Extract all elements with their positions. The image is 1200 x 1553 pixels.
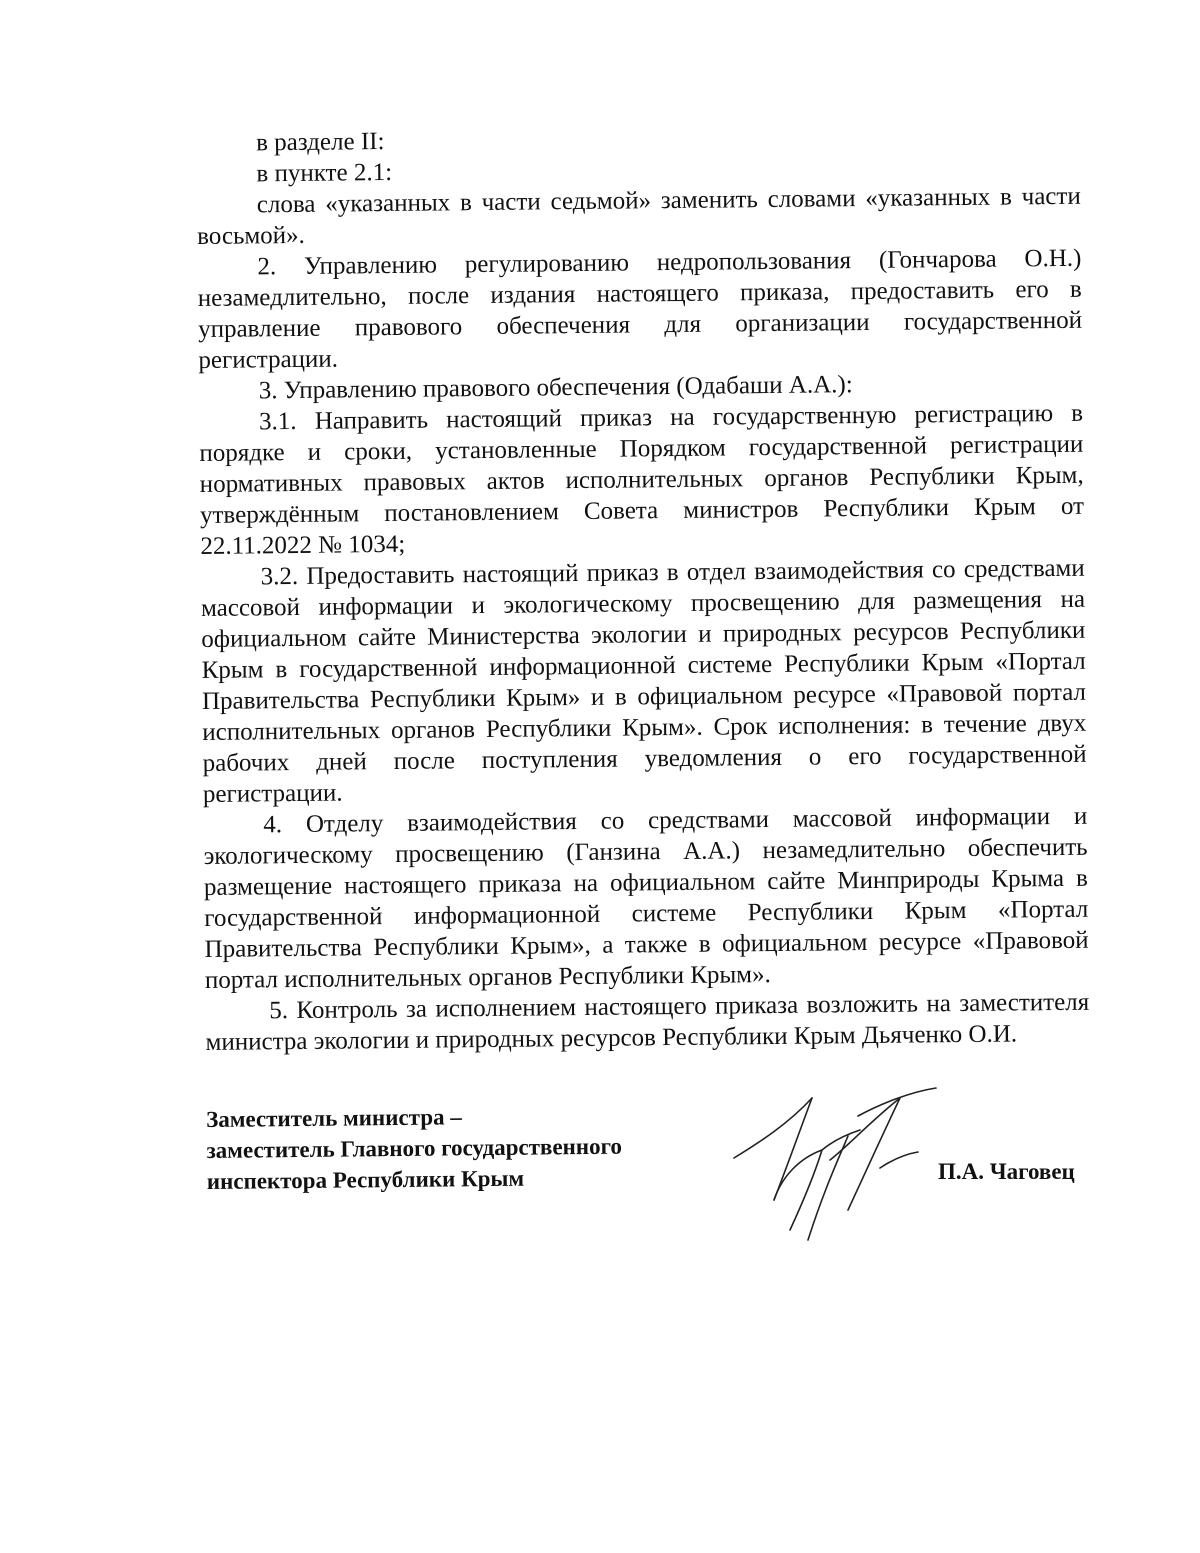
paragraph-item-5: 5. Контроль за исполнением настоящего приказа возложить на заместителя министра экологии и природных ресурсов Республики Крым Дьяченко О.И. [205, 988, 1090, 1056]
handwritten-signature [730, 1080, 950, 1250]
signatory-position [206, 1099, 727, 1197]
signatory-position-line: инспектора Республики Крым [206, 1165, 525, 1194]
paragraph-point-ref: в пункте 2.1: [256, 158, 393, 188]
signatory-position-line: Заместитель министра – [206, 1104, 462, 1132]
paragraph-section-ref: в разделе II: [256, 128, 385, 157]
paragraph-item-3: 3. Управлению правового обеспечения (Одабаши А.А.): [258, 371, 853, 405]
paragraph-item-4: 4. Отделу взаимодействия со средствами массовой информации и экологическому просвещению (Ганзина А.А.) незамедлительно обеспечить размещение настоящего приказа на официальном сайте Минприроды Крыма в государственной информационной системе Республики Крым «Портал Правительства Республики Крым», а также в официальном ресурсе «Правовой портал исполнительных органов Республики Крым». [203, 802, 1089, 994]
paragraph-item-3-2: 3.2. Предоставить настоящий приказ в отдел взаимодействия со средствами массовой информации и экологическому просвещению для размещения на официальном сайте Министерства экологии и природных ресурсов Республики Крым в государственной информационной системе Республики Крым «Портал Правительства Республики Крым» и в официальном ресурсе «Правовой портал исполнительных органов Республики Крым». Срок исполнения: в течение двух рабочих дней после поступления уведомления о его государственной регистрации. [200, 554, 1087, 808]
document-body [196, 119, 1090, 1058]
paragraph-replacement: слова «указанных в части седьмой» заменить словами «указанных в части восьмой». [196, 182, 1081, 250]
paragraph-item-2: 2. Управлению регулированию недропользования (Гончарова О.Н.) незамедлительно, после издания настоящего приказа, предоставить его в управление правового обеспечения для организации государственной регистрации. [197, 244, 1083, 374]
paragraph-item-3-1: 3.1. Направить настоящий приказ на государственную регистрацию в порядке и сроки, установленные Порядком государственной регистрации нормативных правовых актов исполнительных органов Республики Крым, утверждённым постановлением Совета министров Республики Крым от 22.11.2022 № 1034; [199, 399, 1085, 560]
signatory-position-line: заместитель Главного государственного [206, 1133, 623, 1163]
signatory-name: П.А. Чаговец [938, 1159, 1075, 1184]
